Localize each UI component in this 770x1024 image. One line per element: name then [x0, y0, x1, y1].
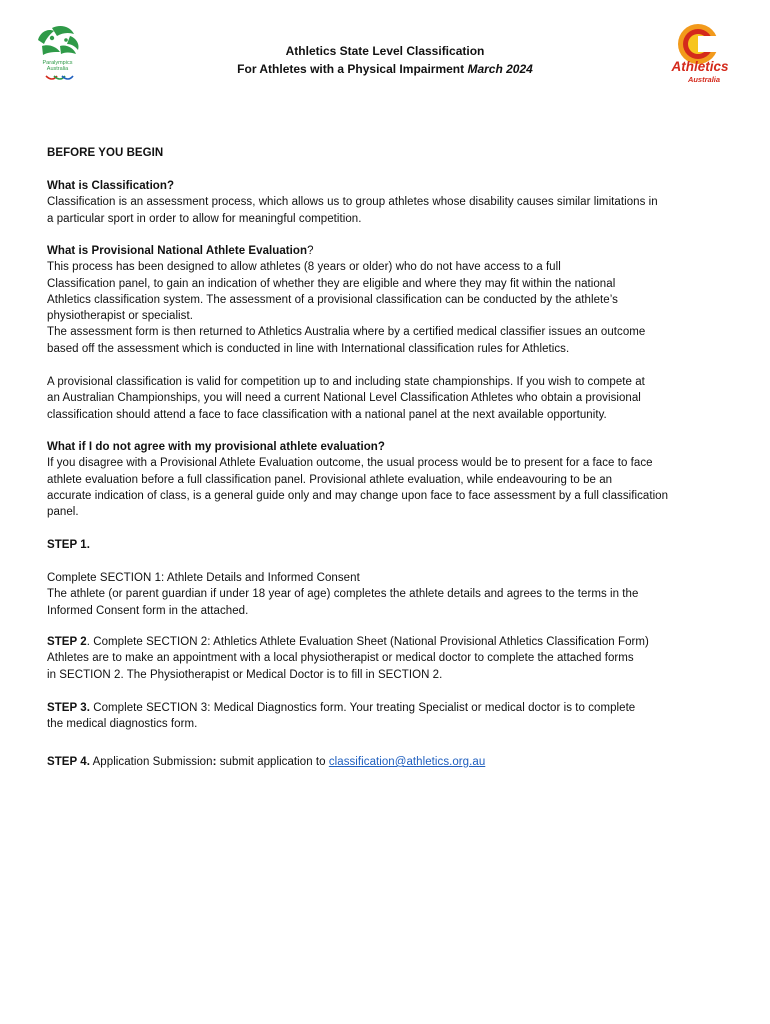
paragraph-line: physiotherapist or specialist.	[47, 310, 193, 323]
paragraph-line: based off the assessment which is conducted in line with International classification rules for Athletics.	[47, 342, 570, 355]
step-1-heading: STEP 1.	[47, 539, 90, 551]
paragraph-line: Athletes are to make an appointment with a local physiotherapist or medical doctor to complete the attached forms	[47, 652, 634, 665]
what-is-classification-section	[47, 178, 727, 227]
step-3-section	[47, 700, 727, 733]
paragraph-line: athlete evaluation before a full classification panel. Provisional athlete evaluation, while endeavouring to be an	[47, 473, 613, 486]
paragraph-line: If you disagree with a Provisional Athlete Evaluation outcome, the usual process would be to present for a face to face	[47, 457, 653, 470]
paragraph-line: STEP 4. Application Submission: submit application to classification@athletics.org.au	[47, 756, 486, 768]
paragraph-line: Athletics classification system. The assessment of a provisional classification can be conducted by the athlete’s	[47, 293, 618, 306]
pa-logo-text-1: Paralympics	[42, 60, 73, 66]
document-subtitle	[0, 61, 770, 78]
paragraph-line: a particular sport in order to allow for meaningful competition.	[47, 212, 362, 225]
submission-email-link[interactable]: classification@athletics.org.au	[328, 756, 486, 768]
paragraph-line: This process has been designed to allow athletes (8 years or older) who do not have access to a full	[47, 261, 561, 274]
section-heading: What is Classification?	[47, 180, 175, 192]
paragraph-line: an Australian Championships, you will need a current National Level Classification Athletes who obtain a provisional	[47, 392, 641, 405]
aa-logo-text-1: Athletics	[671, 59, 729, 74]
paragraph-line: panel.	[47, 506, 79, 519]
document-title: Athletics State Level Classification	[285, 44, 485, 58]
subtitle-date: March 2024	[467, 62, 533, 76]
before-you-begin-heading: BEFORE YOU BEGIN	[47, 147, 164, 159]
paragraph-line: Classification panel, to gain an indication of whether they are eligible and where they may fit within the national	[47, 277, 616, 290]
paragraph-line: classification should attend a face to face classification with a national panel at the next available opportunity.	[47, 408, 607, 421]
paragraph-line: accurate indication of class, is a general guide only and may change upon face to face assessment by a full classification	[47, 489, 669, 502]
paragraph-line: A provisional classification is valid for competition up to and including state championships. If you wish to compete at	[47, 376, 645, 388]
subtitle-text: For Athletes with a Physical Impairment	[237, 62, 468, 76]
step-4-label: STEP 4.	[47, 756, 90, 768]
disagree-section	[47, 439, 727, 520]
section-heading: What if I do not agree with my provisional athlete evaluation?	[47, 441, 385, 453]
paragraph-line: Classification is an assessment process, which allows us to group athletes whose disability causes similar limitations in	[47, 196, 658, 209]
paragraph-line: Informed Consent form in the attached.	[47, 604, 249, 617]
section-heading: What is Provisional National Athlete Evaluation?	[47, 245, 314, 257]
paragraph-line: in SECTION 2. The Physiotherapist or Medical Doctor is to fill in SECTION 2.	[47, 668, 443, 681]
provisional-validity-section	[47, 374, 727, 423]
provisional-evaluation-section	[47, 243, 727, 357]
step-2-section	[47, 634, 727, 683]
paragraph-line: Complete SECTION 1: Athlete Details and Informed Consent	[47, 572, 360, 584]
paragraph-line: The athlete (or parent guardian if under 18 year of age) completes the athlete details and agrees to the terms in the	[47, 588, 639, 601]
paragraph-line: The assessment form is then returned to Athletics Australia where by a certified medical classifier issues an outcome	[47, 326, 646, 339]
paragraph-line: the medical diagnostics form.	[47, 718, 198, 731]
step-3-label: STEP 3.	[47, 702, 90, 714]
step-2-label: STEP 2	[47, 636, 87, 648]
pa-logo-text-2: Australia	[46, 66, 69, 72]
step-1-section	[47, 570, 727, 619]
aa-logo-text-2: Australia	[687, 75, 721, 84]
step-4-section	[47, 754, 727, 770]
paragraph-line: STEP 3. Complete SECTION 3: Medical Diagnostics form. Your treating Specialist or medical doctor is to complete	[47, 702, 636, 714]
paragraph-line: STEP 2. Complete SECTION 2: Athletics Athlete Evaluation Sheet (National Provisional Athletics Classification Form)	[47, 636, 649, 648]
